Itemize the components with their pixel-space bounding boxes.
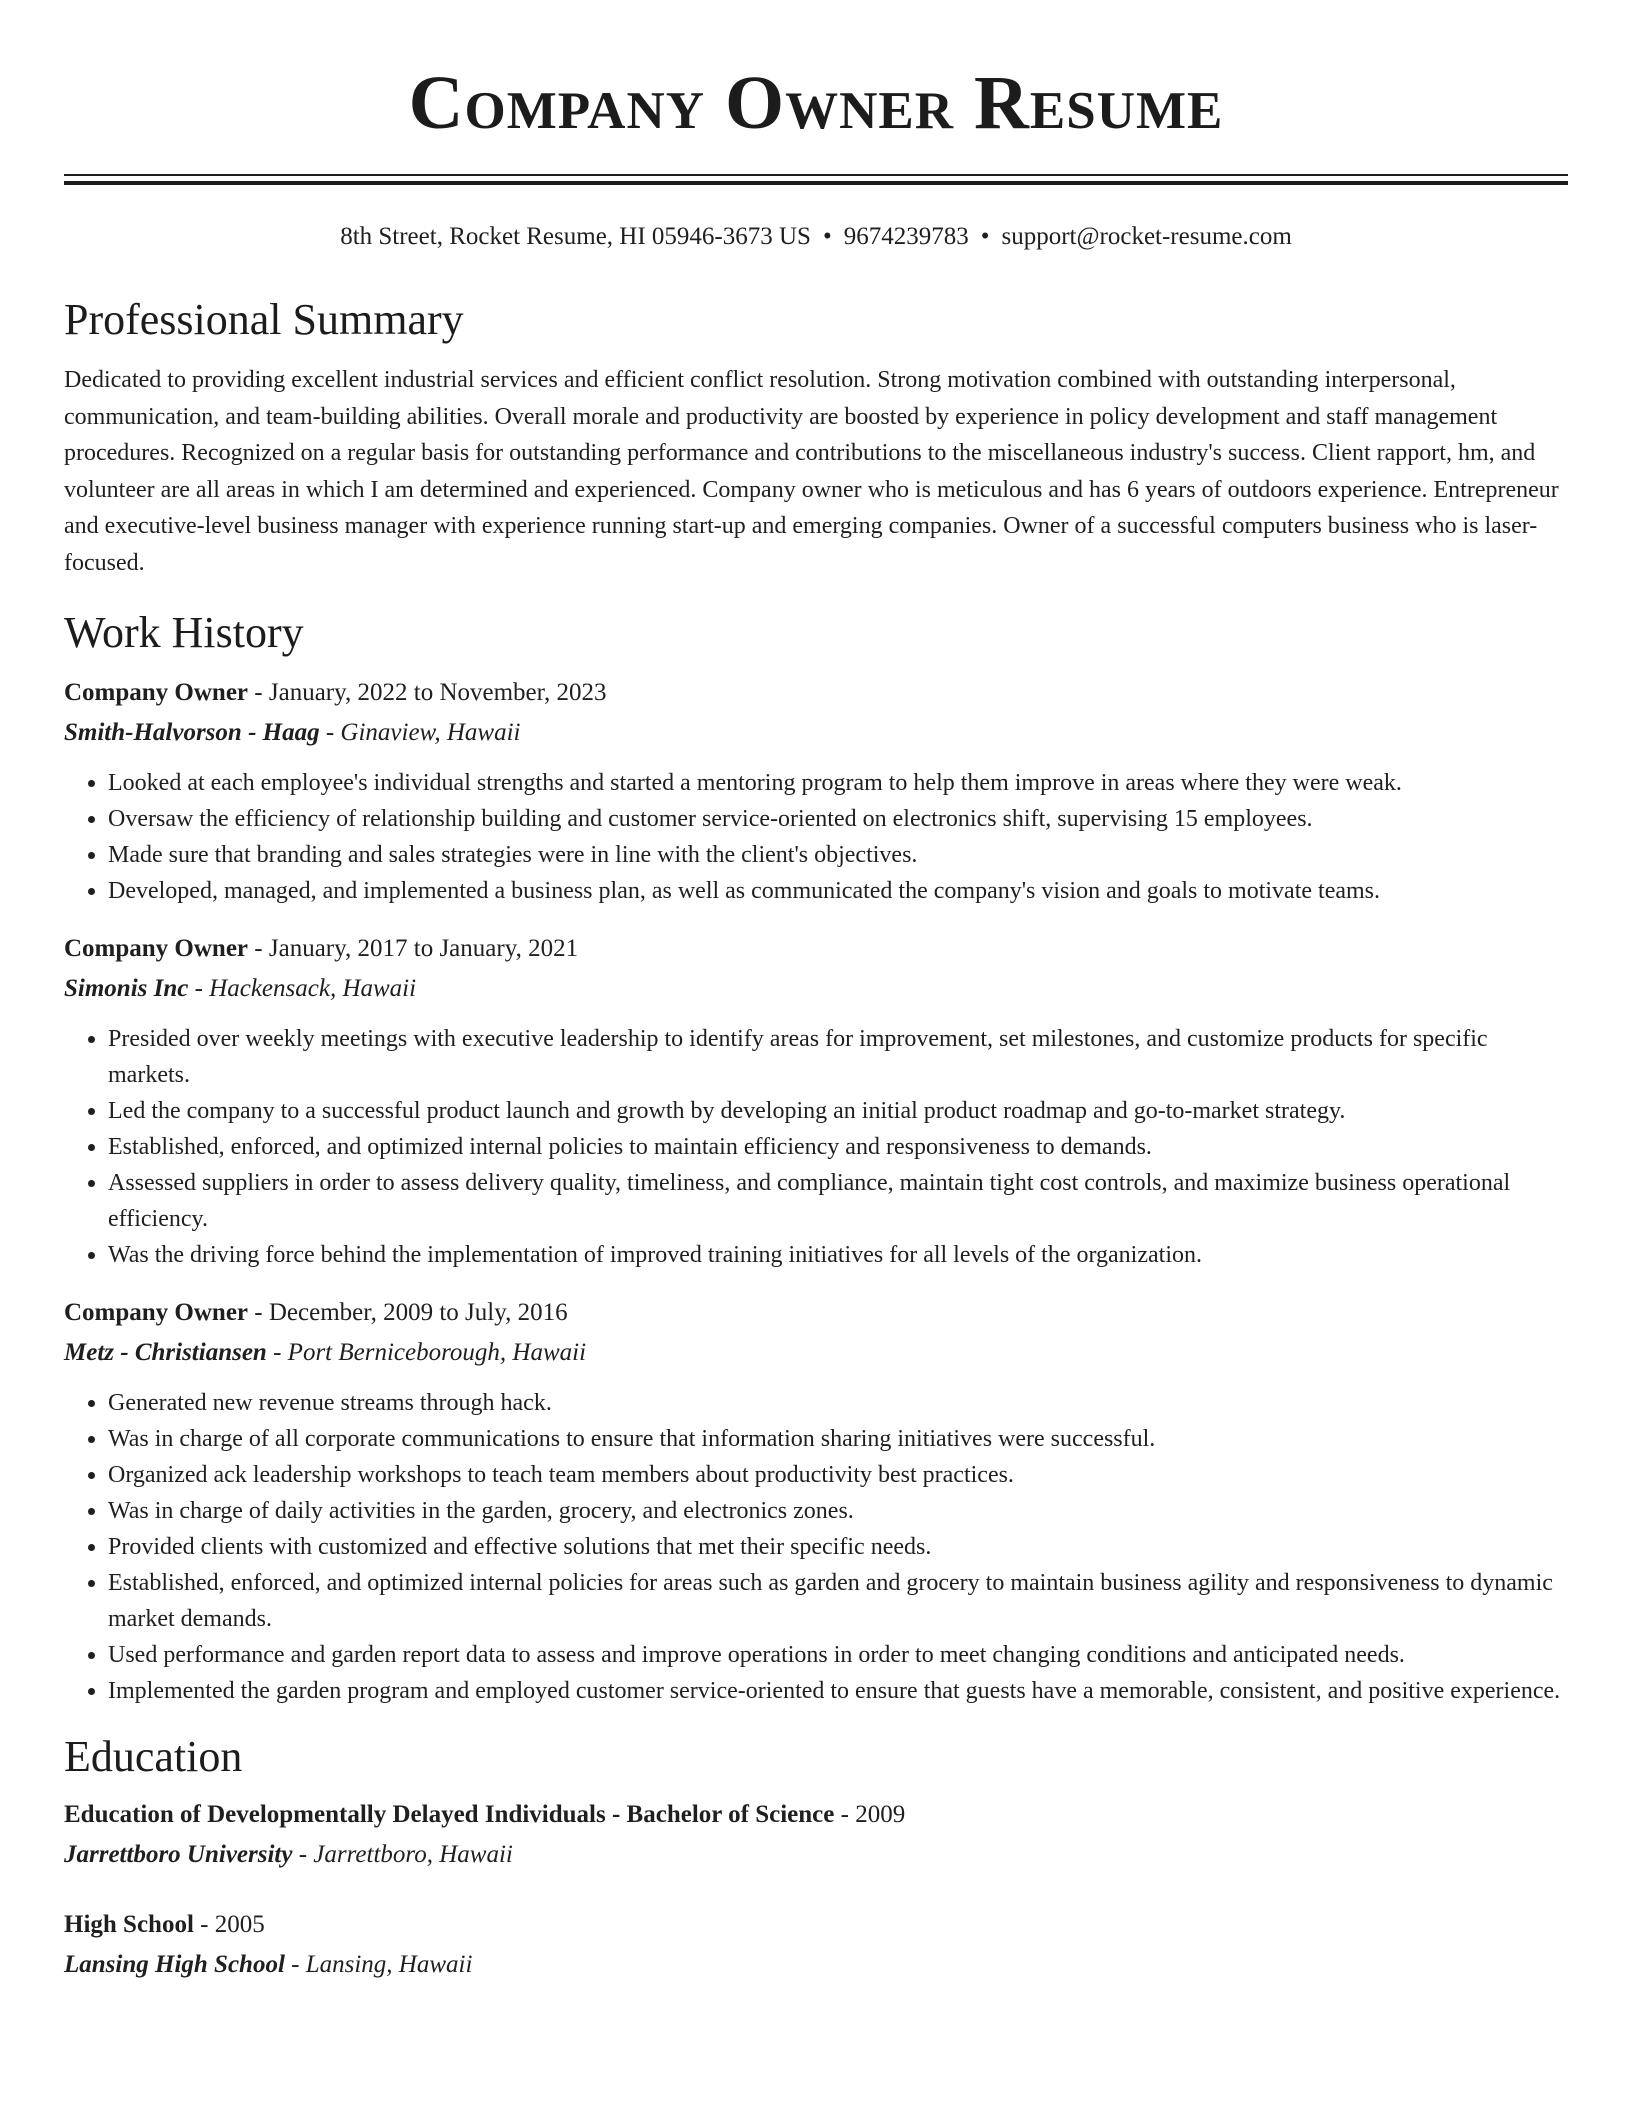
job-dates: - January, 2022 to November, 2023: [248, 679, 607, 706]
job-company-line: [64, 1333, 1568, 1373]
summary-text: Dedicated to providing excellent industrial services and efficient conflict resolution. Strong motivation combined with outstanding interpersonal, communication, and team-building abilities. Overall morale and productivity are boosted by experience in policy development and staff management procedures. Recognized on a regular basis for outstanding performance and contributions to the miscellaneous industry's success. Client rapport, hm, and volunteer are all areas in which I am determined and experienced. Company owner who is meticulous and has 6 years of outdoors experience. Entrepreneur and executive-level business manager with experience running start-up and emerging companies. Owner of a successful computers business who is laser-focused.: [64, 367, 1559, 576]
job-bullets: [64, 765, 1568, 909]
job-bullet: • Assessed suppliers in order to assess delivery quality, timeliness, and compliance, maintain tight cost controls, and maximize business operational efficiency.: [108, 1165, 1568, 1237]
job-location: - Ginaview, Hawaii: [319, 719, 521, 746]
education-entry: [64, 1795, 1568, 1875]
school-location: - Lansing, Hawaii: [284, 1951, 473, 1978]
job-bullet: • Made sure that branding and sales strategies were in line with the client's objectives.: [108, 837, 1568, 873]
work-history-heading: Work History: [64, 608, 304, 657]
job-bullets: [64, 1021, 1568, 1273]
divider-line-thick: [64, 181, 1568, 185]
school-line: [64, 1945, 1568, 1985]
degree-name: High School: [64, 1911, 194, 1938]
education-heading: Education: [64, 1732, 243, 1781]
job-bullet: • Used performance and garden report data to assess and improve operations in order to meet changing conditions and anticipated needs.: [108, 1637, 1568, 1673]
job-bullet: • Was the driving force behind the implementation of improved training initiatives for all levels of the organization.: [108, 1237, 1568, 1273]
job-bullet: • Was in charge of daily activities in the garden, grocery, and electronics zones.: [108, 1493, 1568, 1529]
job-company: Metz - Christiansen: [64, 1339, 267, 1366]
school-name: Jarrettboro University: [64, 1841, 293, 1868]
job-bullet: • Looked at each employee's individual strengths and started a mentoring program to help them improve in areas where they were weak.: [108, 765, 1568, 801]
job-bullet: • Was in charge of all corporate communications to ensure that information sharing initiatives were successful.: [108, 1421, 1568, 1457]
job-bullet: • Oversaw the efficiency of relationship building and customer service-oriented on electronics shift, supervising 15 employees.: [108, 801, 1568, 837]
job-bullet: • Led the company to a successful product launch and growth by developing an initial product roadmap and go-to-market strategy.: [108, 1093, 1568, 1129]
job-location: - Hackensack, Hawaii: [188, 975, 417, 1002]
school-name: Lansing High School: [64, 1951, 285, 1978]
divider-line-thin: [64, 174, 1568, 176]
degree-year: - 2009: [834, 1801, 906, 1828]
resume-title: Company Owner Resume: [408, 61, 1224, 145]
job-company: Simonis Inc: [64, 975, 189, 1002]
job-title: Company Owner: [64, 935, 249, 962]
job-bullet: • Developed, managed, and implemented a business plan, as well as communicated the company's vision and goals to motivate teams.: [108, 873, 1568, 909]
title-divider: [64, 174, 1568, 185]
job-title: Company Owner: [64, 679, 249, 706]
job-entry: [64, 673, 1568, 909]
job-bullet: • Provided clients with customized and effective solutions that met their specific needs.: [108, 1529, 1568, 1565]
job-title: Company Owner: [64, 1299, 249, 1326]
job-bullets: [64, 1385, 1568, 1709]
job-bullet: • Established, enforced, and optimized internal policies to maintain efficiency and responsiveness to demands.: [108, 1129, 1568, 1165]
job-company-line: [64, 713, 1568, 753]
contact-email: support@rocket-resume.com: [1001, 223, 1292, 250]
job-dates: - December, 2009 to July, 2016: [248, 1299, 568, 1326]
contact-separator: •: [980, 223, 990, 250]
school-line: [64, 1835, 1568, 1875]
contact-phone: 9674239783: [843, 223, 969, 250]
job-company-line: [64, 969, 1568, 1009]
degree-line: [64, 1795, 1568, 1835]
job-title-line: [64, 673, 1568, 713]
contact-separator: •: [822, 223, 832, 250]
job-bullet: • Organized ack leadership workshops to teach team members about productivity best practices.: [108, 1457, 1568, 1493]
job-location: - Port Berniceborough, Hawaii: [266, 1339, 587, 1366]
degree-name: Education of Developmentally Delayed Individuals - Bachelor of Science: [64, 1801, 835, 1828]
contact-address: 8th Street, Rocket Resume, HI 05946-3673 US: [340, 223, 811, 250]
contact-line: [64, 221, 1568, 253]
job-bullet: • Established, enforced, and optimized internal policies for areas such as garden and grocery to maintain business agility and responsiveness to dynamic market demands.: [108, 1565, 1568, 1637]
education-entry: [64, 1905, 1568, 1985]
job-bullet: • Presided over weekly meetings with executive leadership to identify areas for improvement, set milestones, and customize products for specific markets.: [108, 1021, 1568, 1093]
summary-heading: Professional Summary: [64, 295, 464, 344]
summary-section: [64, 294, 1568, 581]
job-title-line: [64, 1293, 1568, 1333]
job-entry: [64, 929, 1568, 1273]
job-bullet: • Generated new revenue streams through hack.: [108, 1385, 1568, 1421]
degree-line: [64, 1905, 1568, 1945]
job-bullet: • Implemented the garden program and employed customer service-oriented to ensure that guests have a memorable, consistent, and positive experience.: [108, 1673, 1568, 1709]
job-dates: - January, 2017 to January, 2021: [248, 935, 579, 962]
job-entry: [64, 1293, 1568, 1709]
school-location: - Jarrettboro, Hawaii: [292, 1841, 513, 1868]
degree-year: - 2005: [193, 1911, 265, 1938]
education-section: [64, 1731, 1568, 1985]
job-title-line: [64, 929, 1568, 969]
job-company: Smith-Halvorson - Haag: [64, 719, 320, 746]
work-history-section: [64, 607, 1568, 1709]
